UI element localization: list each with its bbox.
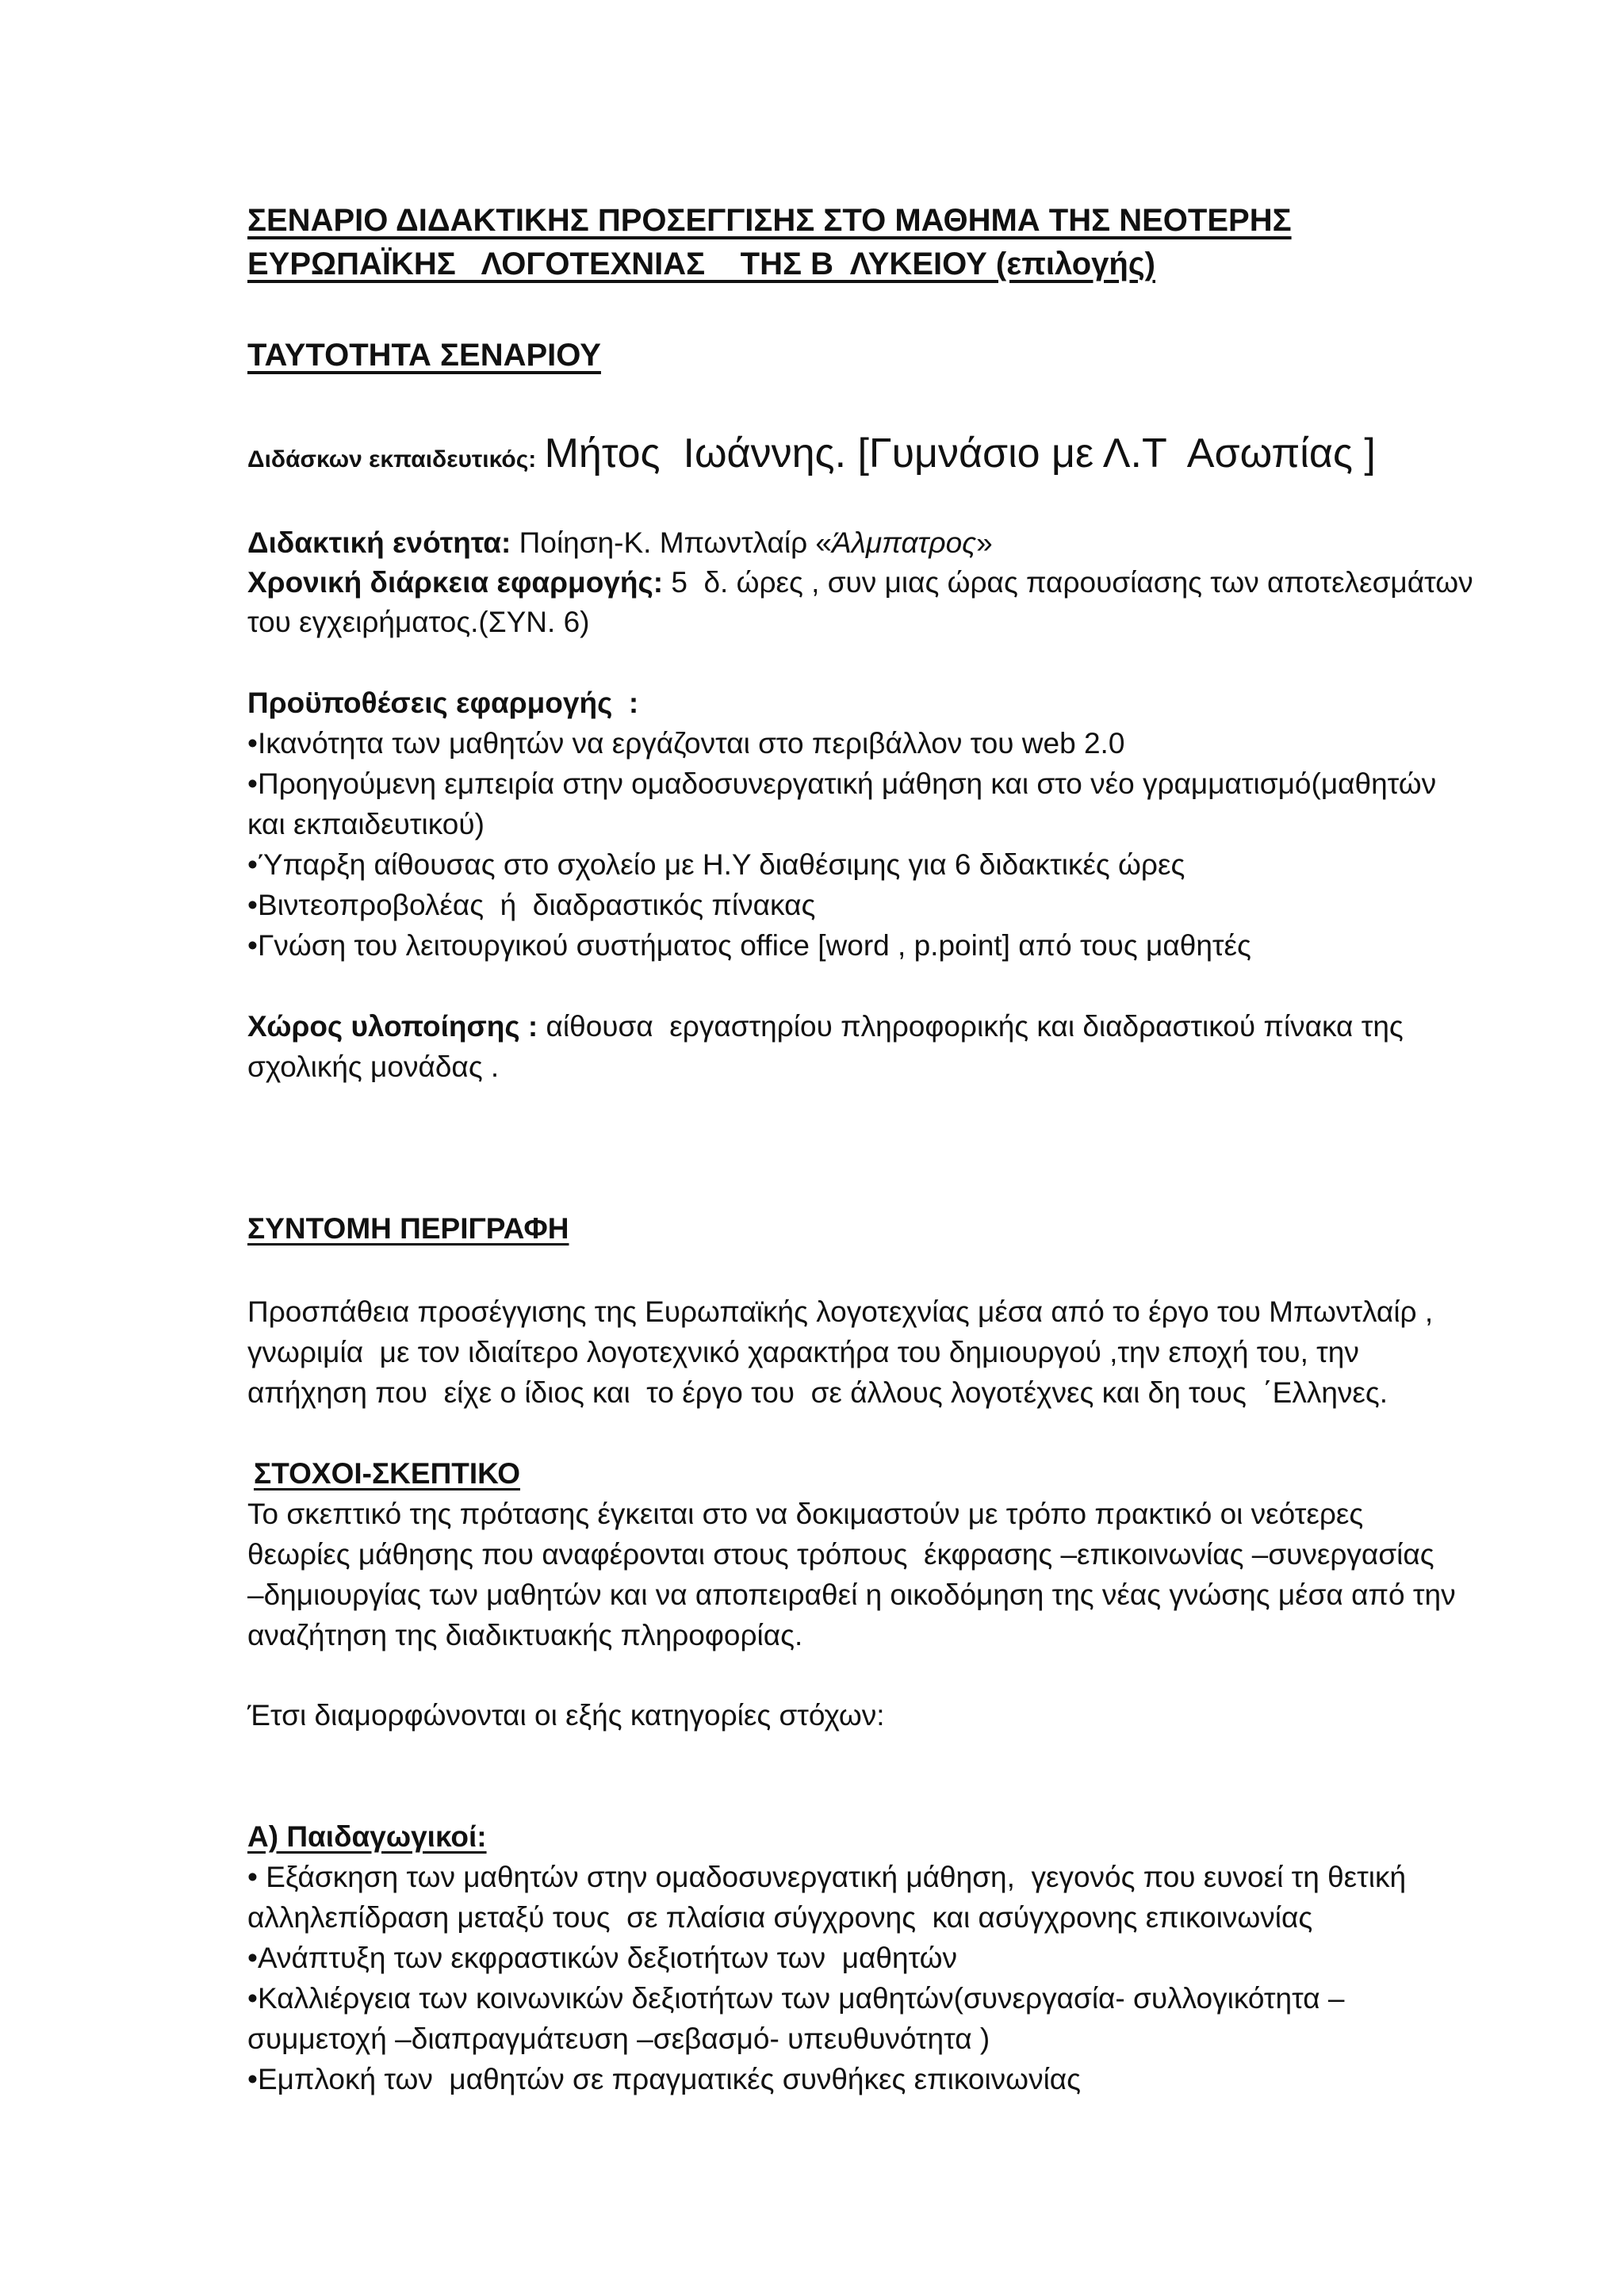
goals-line: αναζήτηση της διαδικτυακής πληροφορίας. [247,1619,803,1651]
unit-value-end: » [976,526,993,559]
summary-heading: ΣΥΝΤΟΜΗ ΠΕΡΙΓΡΑΦΗ [247,1212,569,1245]
prerequisites-heading: Προϋποθέσεις εφαρμογής : [247,687,639,719]
unit-value-italic: Άλμπατρος [832,526,977,559]
pedagogical-item-continued: αλληλεπίδραση μεταξύ τους σε πλαίσια σύγχρονης και ασύγχρονης επικοινωνίας [247,1901,1313,1934]
goals-line: θεωρίες μάθησης που αναφέρονται στους τρόπους έκφρασης –επικοινωνίας –συνεργασίας [247,1538,1434,1571]
pedagogical-item: • Ανάπτυξη των εκφραστικών δεξιοτήτων των μαθητών [247,1938,957,1978]
location-line-1 [247,1007,1404,1047]
teacher-value: Μήτος Ιωάννης. [Γυμνάσιο με Λ.Τ Ασωπίας ] [544,430,1376,476]
pedagogical-heading: Α) Παιδαγωγικοί: [247,1820,487,1853]
duration-line-2: του εγχειρήματος.(ΣΥΝ. 6) [247,606,590,638]
duration-label: Χρονική διάρκεια εφαρμογής: [247,566,664,599]
unit-label: Διδακτική ενότητα: [247,526,511,559]
pedagogical-item-continued: συμμετοχή –διαπραγμάτευση –σεβασμό- υπευθυνότητα ) [247,2022,990,2055]
location-value: αίθουσα εργαστηρίου πληροφορικής και διαδραστικού πίνακα της [538,1010,1404,1043]
location-line-2: σχολικής μονάδας . [247,1050,500,1083]
summary-line: απήχηση που είχε ο ίδιος και το έργο του σε άλλους λογοτέχνες και δη τους ΄Ελληνες. [247,1376,1388,1409]
goal-categories-intro: Έτσι διαμορφώνονται οι εξής κατηγορίες στόχων: [247,1699,885,1732]
pedagogical-item: • Καλλιέργεια των κοινωνικών δεξιοτήτων των μαθητών(συνεργασία- συλλογικότητα – [247,1979,1344,2019]
prerequisite-item: • Γνώση του λειτουργικού συστήματος office [word , p.point] από τους μαθητές [247,926,1251,966]
unit-value: Ποίηση-Κ. Μπωντλαίρ « [519,526,833,559]
teacher-label: Διδάσκων εκπαιδευτικός: [247,446,537,473]
goals-line: –δημιουργίας των μαθητών και να αποπειραθεί η οικοδόμηση της νέας γνώσης μέσα από την [247,1578,1456,1611]
teacher-line [247,428,1376,485]
summary-line: Προσπάθεια προσέγγισης της Ευρωπαϊκής λογοτεχνίας μέσα από το έργο του Μπωντλαίρ , [247,1295,1434,1328]
unit-line [247,523,993,563]
prerequisite-item: • Ύπαρξη αίθουσας στο σχολείο με Η.Υ διαθέσιμης για 6 διδακτικές ώρες [247,845,1185,885]
duration-value: 5 δ. ώρες , συν μιας ώρας παρουσίασης των αποτελεσμάτων [671,566,1473,599]
prerequisite-item: • Ικανότητα των μαθητών να εργάζονται στο περιβάλλον του web 2.0 [247,724,1124,763]
duration-line-1 [247,563,1473,603]
prerequisite-item: • Βιντεοπροβολέας ή διαδραστικός πίνακας [247,886,815,925]
identity-heading: ΤΑΥΤΟΤΗΤΑ ΣΕΝΑΡΙΟΥ [247,338,601,373]
summary-line: γνωριμία με τον ιδιαίτερο λογοτεχνικό χαρακτήρα του δημιουργού ,την εποχή του, την [247,1336,1359,1368]
goals-line: Το σκεπτικό της πρότασης έγκειται στο να δοκιμαστούν με τρόπο πρακτικό οι νεότερες [247,1498,1364,1530]
pedagogical-item: • Εξάσκηση των μαθητών στην ομαδοσυνεργατική μάθηση, γεγονός που ευνοεί τη θετική [247,1858,1406,1897]
prerequisite-item-continued: και εκπαιδευτικού) [247,808,485,840]
document-title-line-1: ΣΕΝΑΡΙΟ ΔΙΔΑΚΤΙΚΗΣ ΠΡΟΣΕΓΓΙΣΗΣ ΣΤΟ ΜΑΘΗΜΑ ΤΗΣ ΝΕΟΤΕΡΗΣ [247,203,1292,238]
goals-heading: ΣΤΟΧΟΙ-ΣΚΕΠΤΙΚΟ [254,1457,520,1490]
document-title-line-2: ΕΥΡΩΠΑΪΚΗΣ ΛΟΓΟΤΕΧΝΙΑΣ ΤΗΣ Β ΛΥΚΕΙΟΥ (επιλογής) [247,247,1155,281]
prerequisite-item: • Προηγούμενη εμπειρία στην ομαδοσυνεργατική μάθηση και στο νέο γραμματισμό(μαθητών [247,764,1436,804]
pedagogical-item: • Εμπλοκή των μαθητών σε πραγματικές συνθήκες επικοινωνίας [247,2060,1081,2099]
location-label: Χώρος υλοποίησης : [247,1010,538,1043]
